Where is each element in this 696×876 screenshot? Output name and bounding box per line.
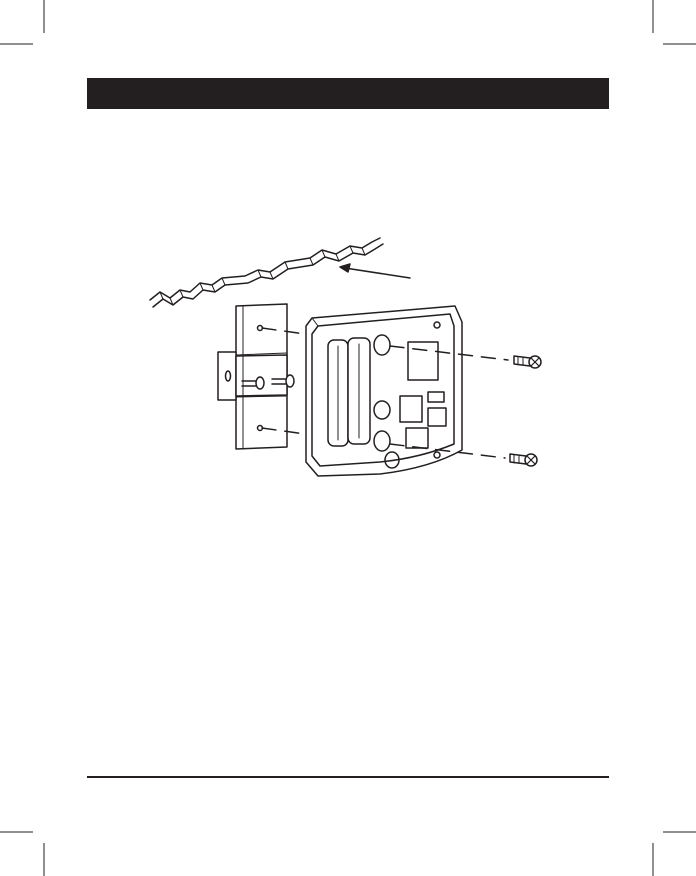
wire-pointer-arrow bbox=[340, 264, 410, 278]
mounting-screw-lower bbox=[510, 454, 537, 466]
wall-plate bbox=[218, 304, 287, 449]
mounting-screw-upper bbox=[514, 356, 541, 368]
footer-rule bbox=[87, 776, 609, 778]
mounting-screws bbox=[510, 356, 541, 466]
